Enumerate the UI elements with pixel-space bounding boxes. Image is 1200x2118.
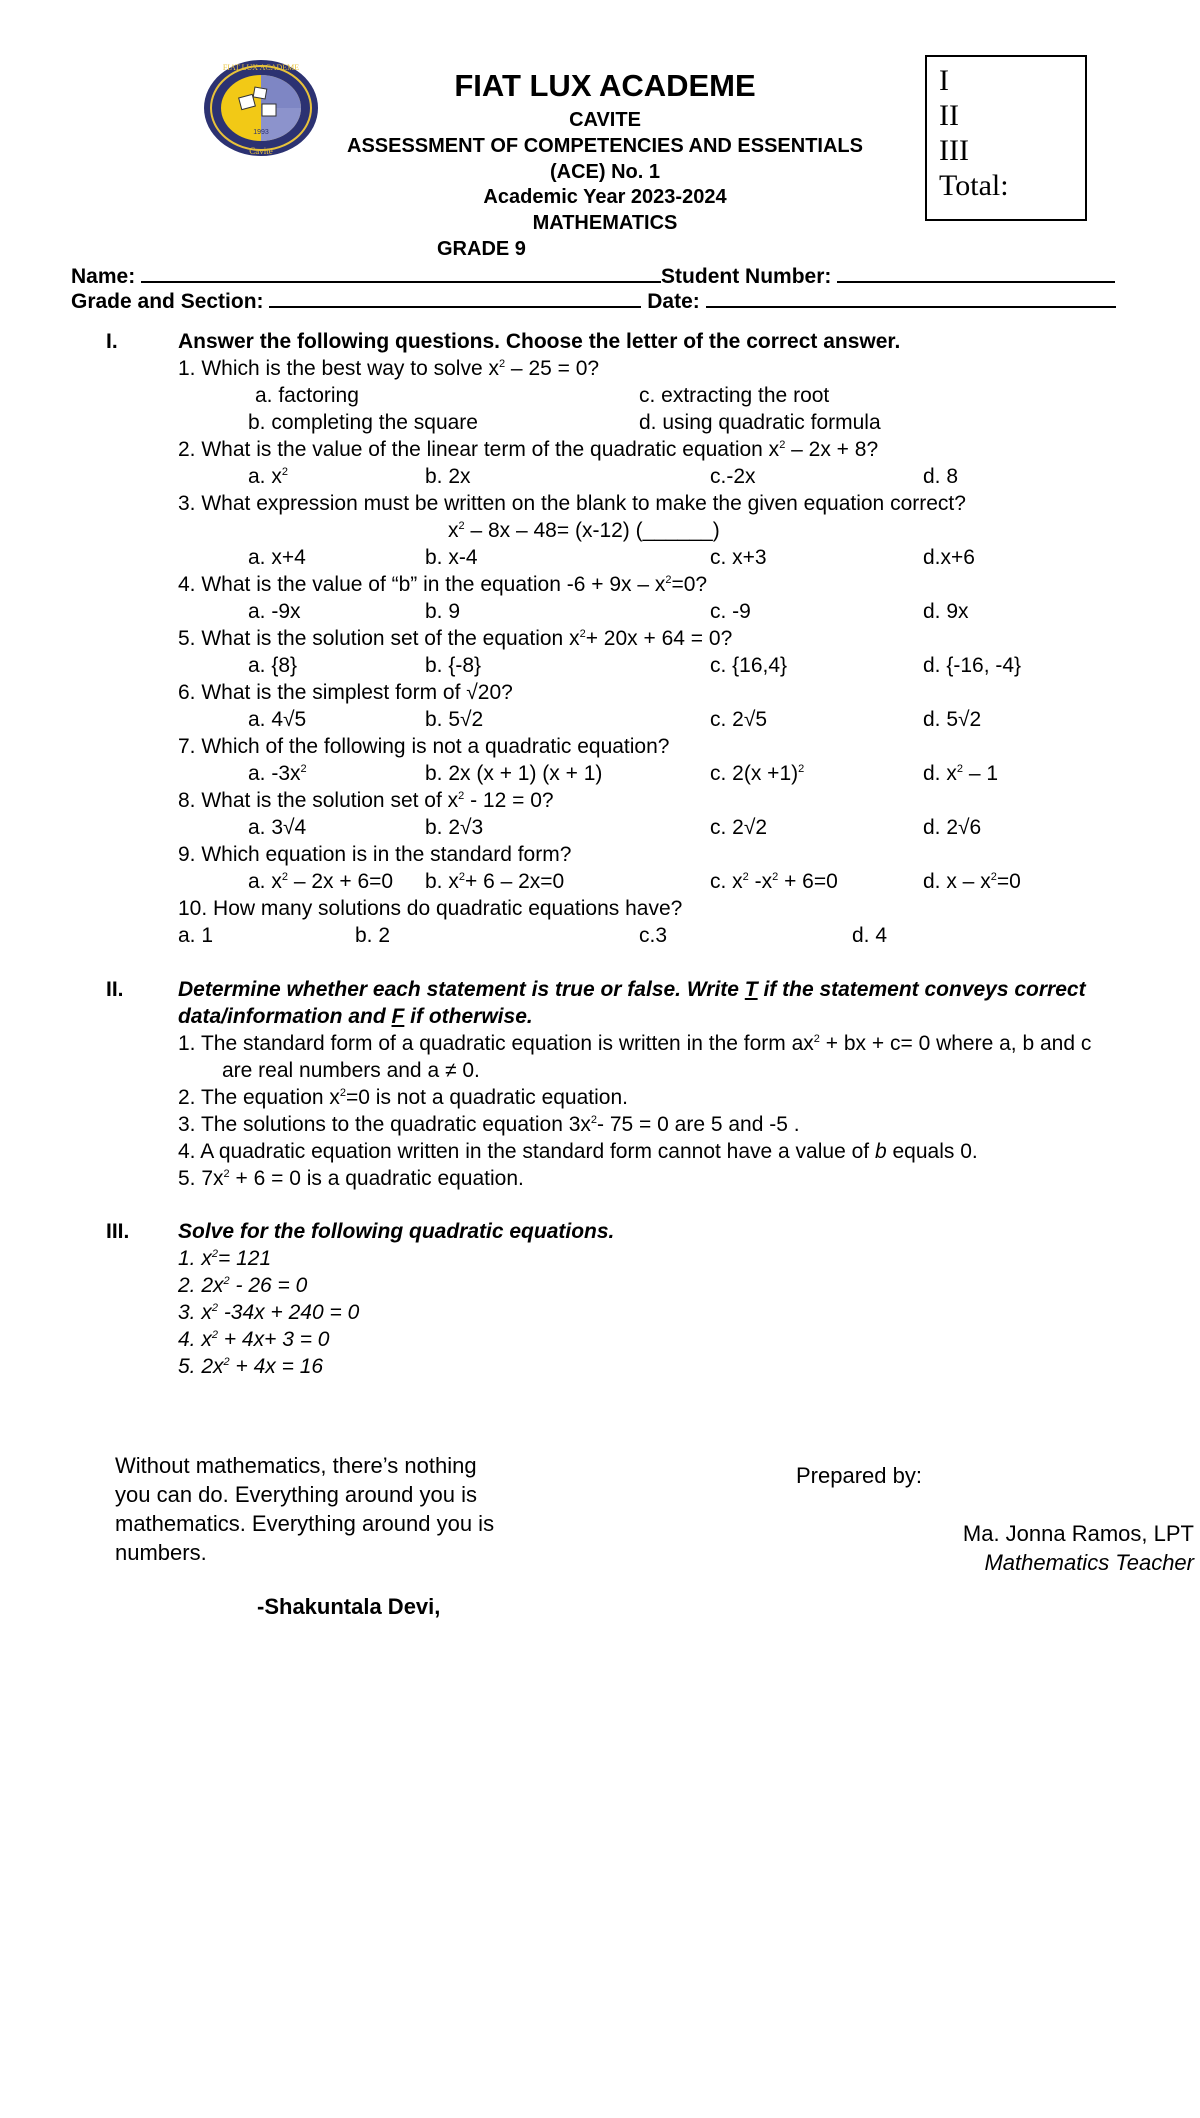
q6-option-a: a. 4√5 [248,708,307,731]
date-line[interactable] [706,286,1116,308]
q10-option-a: a. 1 [178,924,214,947]
prepared-by-label: Prepared by: [796,1463,922,1488]
question-7: 7. Which of the following is not a quadratic equation? [178,735,670,758]
school-name: FIAT LUX ACADEME [454,68,756,103]
q8-option-a: a. 3√4 [248,816,307,839]
problem-3: 3. $x^2$ -34x + 240 = 0 [178,1301,360,1324]
problem-4: 4. $x^2 + 4x+ 3 = 0$ [178,1328,330,1351]
q2-option-a: a. $x^2$ [248,465,288,488]
ace-number: (ACE) No. 1 [550,161,660,183]
q8-option-b: b. 2√3 [425,816,484,839]
part1-instruction: Answer the following questions. Choose the letter of the correct answer. [178,330,901,353]
problem-5: 5. $2x^2 + 4x = 16$ [178,1355,324,1378]
q7-option-d: d. $x^2 - 1$ [923,762,999,785]
grade-section-label: Grade and Section: [71,290,264,313]
q3-option-a: a. x+4 [248,546,306,569]
question-3: 3. What expression must be written on the blank to make the given equation correct? [178,492,966,515]
part2-numeral: II. [106,978,124,1001]
grade-section-line[interactable] [269,286,641,308]
q10-option-c: c.3 [639,924,668,947]
q7-option-a: a. $-3x^2$ [248,762,307,785]
q10-option-d: d. 4 [852,924,888,947]
question-9: 9. Which equation is in the standard form? [178,843,572,866]
q2-option-b: b. 2x [425,465,471,488]
q6-option-b: b. 5√2 [425,708,484,731]
academic-year: Academic Year 2023-2024 [483,186,727,208]
q4-option-a: a. -9x [248,600,301,623]
q5-option-a: a. {8} [248,654,298,677]
q7-option-b: b. 2x (x + 1) (x + 1) [425,762,603,785]
q5-option-b: b. {-8} [425,654,482,677]
quote-line: mathematics. Everything around you is [115,1511,495,1536]
grade-row [71,286,1116,315]
quote-line: Without mathematics, there’s nothing [115,1453,477,1478]
q9-option-a: a. $x^2 - 2x + 6=0$ [248,870,394,893]
part3-numeral: III. [106,1220,130,1243]
q5-option-c: c. {16,4} [710,654,788,677]
statement-1: 1. The standard form of a quadratic equation is written in the form $ax^2$ + bx + c= 0 where a, b and c [178,1032,1092,1055]
q1-option-a: a. factoring [255,384,359,407]
subject: MATHEMATICS [532,212,678,234]
quote-attribution: -Shakuntala Devi, [257,1594,441,1619]
question-6: 6. What is the simplest form of √20? [178,681,513,704]
part1-numeral: I. [106,330,118,353]
q3-equation: $x^2 - 8x - 48= (x-12)$ (______) [448,519,720,542]
part2-instruction-line1: Determine whether each statement is true or false. Write T if the statement conveys correct [178,978,1086,1001]
part2-instruction-line2: data/information and F if otherwise. [178,1005,533,1028]
question-1: 1. Which is the best way to solve $x^2 - 25 = 0$? [178,357,600,380]
question-5: 5. What is the solution set of the equation $x^2+ 20x + 64 = 0$? [178,627,733,650]
quote [115,1451,494,1567]
svg-text:FIAT LUX ACADEME: FIAT LUX ACADEME [222,63,300,72]
q7-option-c: c. $2(x +1)^2$ [710,762,805,785]
q6-option-d: d. 5√2 [923,708,982,731]
q2-option-c: c.-2x [710,465,756,488]
question-2: 2. What is the value of the linear term of the quadratic equation $x^2 - 2x + 8$? [178,438,879,461]
q2-option-d: d. 8 [923,465,959,488]
student-number-line[interactable] [837,261,1115,283]
statement-1-cont: are real numbers and a ≠ 0. [222,1059,480,1082]
name-line[interactable] [141,261,661,283]
svg-text:Cavite: Cavite [249,146,273,156]
student-number-label: Student Number: [661,265,832,288]
part3-instruction: Solve for the following quadratic equations. [178,1220,615,1243]
teacher-name: Ma. Jonna Ramos, LPT [962,1521,1194,1546]
statement-4: 4. A quadratic equation written in the standard form cannot have a value of b equals 0. [178,1140,978,1163]
q4-option-d: d. 9x [923,600,969,623]
q4-option-c: c. -9 [710,600,751,623]
quote-line: numbers. [115,1540,207,1565]
svg-text:1993: 1993 [253,129,269,136]
statement-2: 2. The equation $x^2=0$ is not a quadratic equation. [178,1086,628,1109]
q9-option-b: b. $x^2+ 6 - 2x=0$ [425,870,565,893]
score-row: II [939,99,959,132]
q9-option-d: d. $x - x^2=0$ [923,870,1021,893]
statement-5: 5. $7x^2 + 6 = 0$ is a quadratic equation. [178,1167,524,1190]
statement-3: 3. The solutions to the quadratic equation $3x^2-$ 75 = 0 are 5 and -5 . [178,1113,800,1136]
q8-option-d: d. 2√6 [923,816,982,839]
grade-level: GRADE 9 [437,238,526,260]
q6-option-c: c. 2√5 [710,708,768,731]
province: CAVITE [569,109,641,131]
q1-option-d: d. using quadratic formula [639,411,881,434]
assessment-title: ASSESSMENT OF COMPETENCIES AND ESSENTIALS [347,135,863,157]
teacher-title: Mathematics Teacher [984,1550,1194,1575]
quote-line: you can do. Everything around you is [115,1482,478,1507]
name-label: Name: [71,265,136,288]
date-label: Date: [647,290,700,313]
q1-option-c: c. extracting the root [639,384,830,407]
question-4: 4. What is the value of “b” in the equation $-6 + 9x - x^2=0$? [178,573,708,596]
q1-option-b: b. completing the square [248,411,478,434]
q9-option-c: c. $x^2$ $-x^2 + 6=0$ [710,870,838,893]
score-row: I [939,64,949,97]
score-row: III [939,134,969,167]
q3-option-c: c. x+3 [710,546,767,569]
q4-option-b: b. 9 [425,600,461,623]
q3-option-d: d.x+6 [923,546,975,569]
question-10: 10. How many solutions do quadratic equations have? [178,897,683,920]
q8-option-c: c. 2√2 [710,816,768,839]
q10-option-b: b. 2 [355,924,391,947]
problem-2: 2. $2x^2 - 26 = 0$ [178,1274,308,1297]
question-8: 8. What is the solution set of $x^2 - 12 = 0$? [178,789,554,812]
problem-1: 1. $x^2= 121$ [178,1247,272,1270]
score-box [925,55,1087,221]
q3-option-b: b. x-4 [425,546,478,569]
score-total: Total: [939,169,1009,202]
q5-option-d: d. {-16, -4} [923,654,1022,677]
